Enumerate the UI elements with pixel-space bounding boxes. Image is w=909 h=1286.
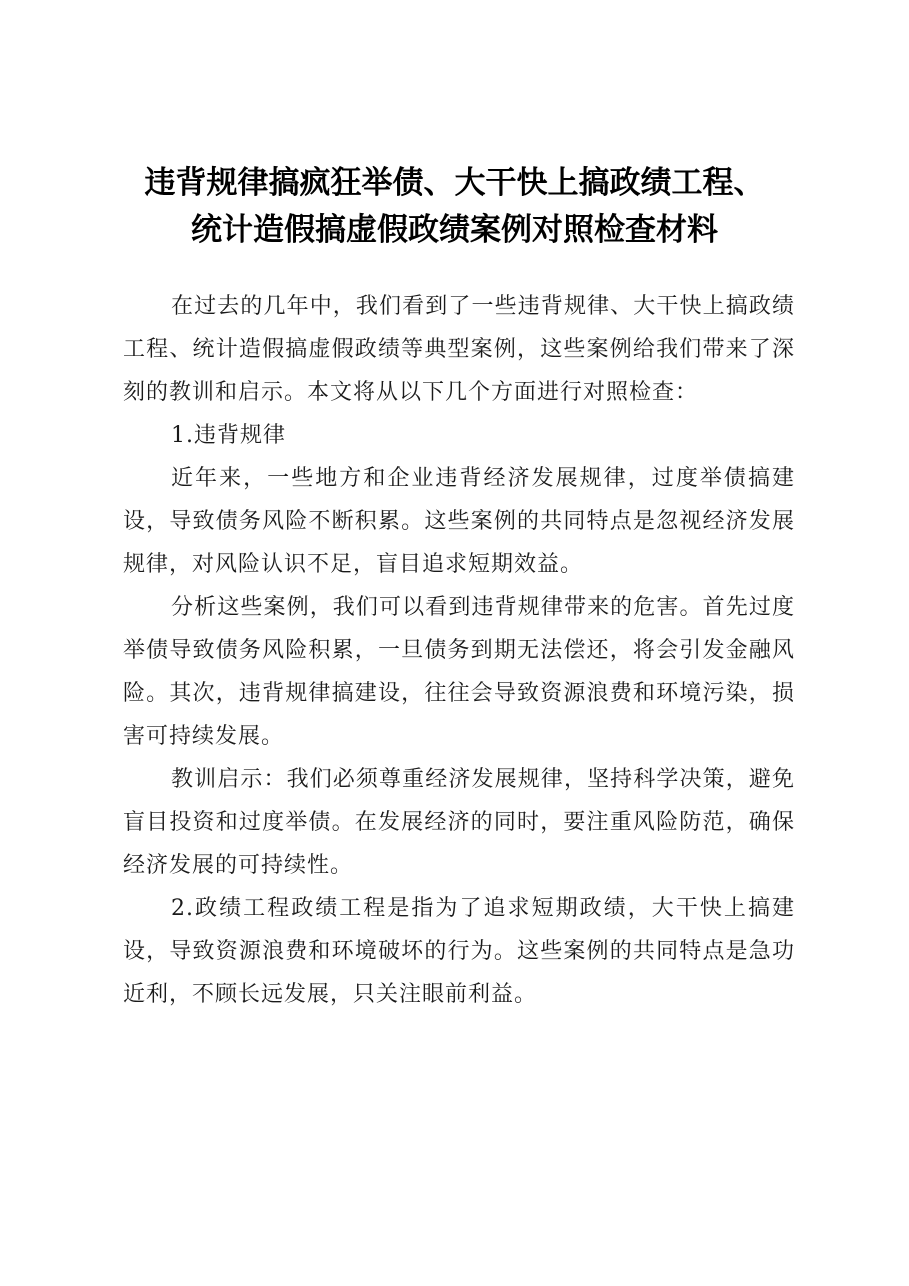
document-title: [100, 160, 809, 254]
paragraph: 分析这些案例，我们可以看到违背规律带来的危害。首先过度举债导致债务风险积累，一旦债务到期无法偿还，将会引发金融风险。其次，违背规律搞建设，往往会导致资源浪费和环境污染，损害可持续发展。: [123, 595, 795, 749]
paragraph-intro: 在过去的几年中，我们看到了一些违背规律、大干快上搞政绩工程、统计造假搞虚假政绩等典型案例，这些案例给我们带来了深刻的教训和启示。本文将从以下几个方面进行对照检查：: [123, 294, 795, 405]
paragraph: 教训启示：我们必须尊重经济发展规律，坚持科学决策，避免盲目投资和过度举债。在发展经济的同时，要注重风险防范，确保经济发展的可持续性。: [123, 767, 795, 878]
title-line-1: 违背规律搞疯狂举债、大干快上搞政绩工程、: [144, 165, 765, 201]
title-line-2: 统计造假搞虚假政绩案例对照检查材料: [191, 212, 718, 248]
paragraph: 近年来，一些地方和企业违背经济发展规律，过度举债搞建设，导致债务风险不断积累。这些案例的共同特点是忽视经济发展规律，对风险认识不足，盲目追求短期效益。: [123, 466, 795, 577]
document-body: [123, 285, 795, 1016]
section-heading-2-paragraph: 2.政绩工程政绩工程是指为了追求短期政绩，大干快上搞建设，导致资源浪费和环境破坏的行为。这些案例的共同特点是急功近利，不顾长远发展，只关注眼前利益。: [123, 896, 795, 1007]
section-heading-1: 1.违背规律: [171, 423, 286, 448]
